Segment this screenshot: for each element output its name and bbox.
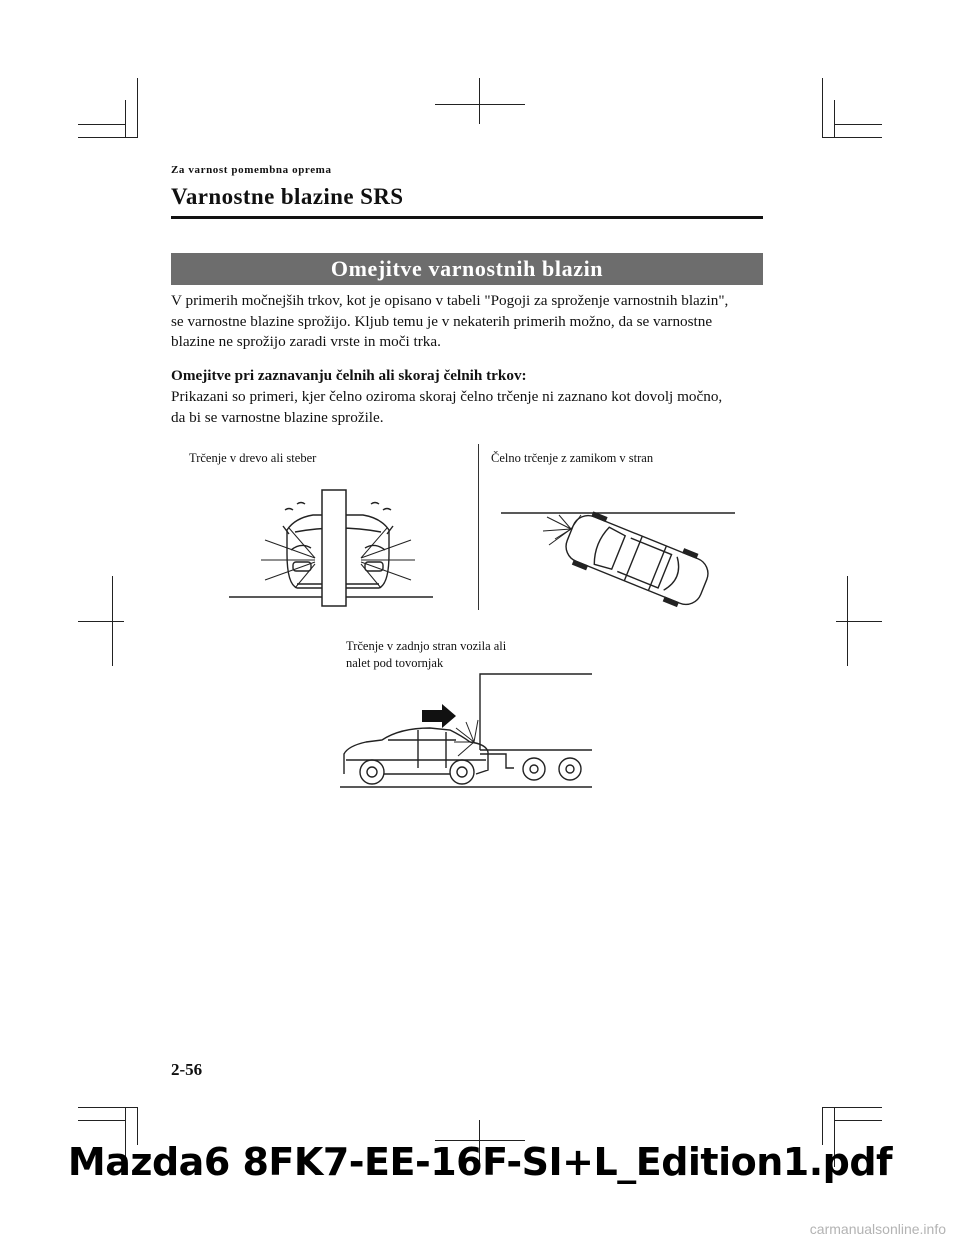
subtext-line: Prikazani so primeri, kjer čelno oziroma skoraj čelno trčenje ni zaznano kot dovolj močno, — [171, 388, 723, 405]
watermark-link[interactable]: carmanualsonline.info — [809, 1221, 946, 1237]
section-banner: Omejitve varnostnih blazin — [171, 253, 763, 285]
figure-separator — [478, 444, 479, 610]
caption-underride — [346, 638, 506, 672]
underride-collision-illustration — [338, 672, 594, 790]
caption-line: Trčenje v zadnjo stran vozila ali — [346, 639, 507, 653]
subheading-text — [171, 387, 763, 428]
subheading: Omejitve pri zaznavanju čelnih ali skoraj čelnih trkov: — [171, 367, 527, 384]
footer-filename: Mazda6 8FK7-EE-16F-SI+L_Edition1.pdf — [67, 1140, 893, 1184]
caption-offset: Čelno trčenje z zamikom v stran — [491, 451, 654, 465]
intro-paragraph — [171, 291, 763, 353]
title-divider — [171, 216, 763, 219]
pole-collision-illustration — [225, 488, 437, 603]
page-number: 2-56 — [171, 1060, 203, 1079]
page-title: Varnostne blazine SRS — [171, 184, 404, 209]
intro-line: se varnostne blazine sprožijo. Kljub temu je v nekaterih primerih možno, da se varnostne — [171, 312, 713, 330]
caption-line: nalet pod tovornjak — [346, 656, 444, 670]
caption-pole: Trčenje v drevo ali steber — [189, 451, 317, 465]
subtext-line: da bi se varnostne blazine sprožile. — [171, 408, 384, 426]
section-label: Za varnost pomembna oprema — [171, 164, 332, 176]
intro-line: blazine ne sprožijo zaradi vrste in moči trka. — [171, 333, 441, 350]
offset-collision-illustration — [497, 505, 737, 605]
intro-line: V primerih močnejših trkov, kot je opisano v tabeli "Pogoji za sproženje varnostnih blazin", — [171, 292, 729, 309]
